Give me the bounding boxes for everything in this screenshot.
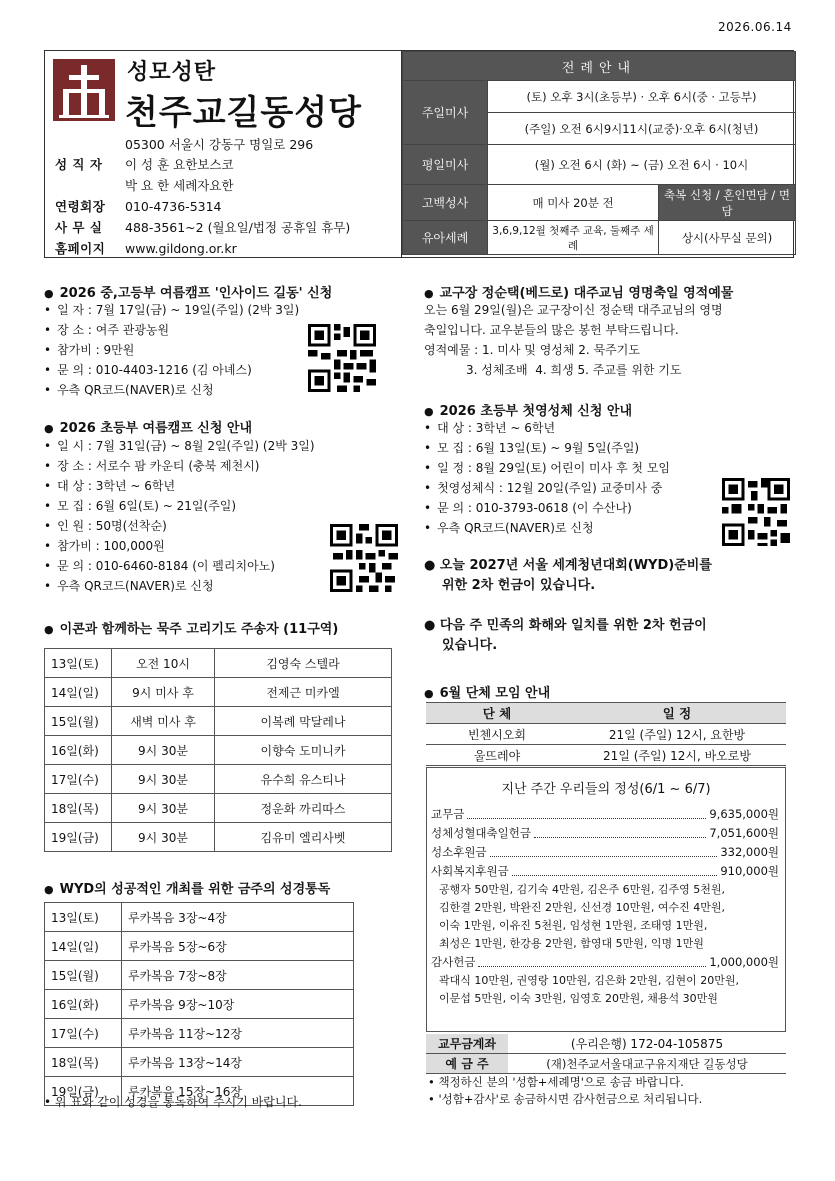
camp-hs-title: ● 2026 중,고등부 여름캠프 '인사이드 길동' 신청	[44, 282, 332, 301]
table-row: 14일(일) 루카복음 5장~6장	[45, 932, 354, 961]
feast-title: ● 교구장 정순택(베드로) 대주교님 영명축일 영적예물	[424, 282, 733, 301]
table-row: 18일(목) 9시 30분 정운화 까리따스	[45, 794, 392, 823]
sunday-mass-label: 주일미사	[403, 81, 488, 145]
account-notes: • 책정하신 분의 '성함+세례명'으로 송금 바랍니다. • '성함+감사'로 송금하시면 감사헌금으로 처리됩니다.	[428, 1075, 703, 1106]
communion-title: ● 2026 초등부 첫영성체 신청 안내	[424, 400, 632, 419]
rosary-table	[44, 648, 392, 852]
account-number: (우리은행) 172-04-105875	[508, 1034, 786, 1054]
table-row: 15일(월) 새벽 미사 후 이복례 막달레나	[45, 707, 392, 736]
table-row: 17일(수) 루카복음 11장~12장	[45, 1019, 354, 1048]
table-row: 울뜨레야 21일 (주일) 12시, 바오로방	[426, 745, 786, 766]
table-row: 19일(금) 9시 30분 김유미 엘리사벳	[45, 823, 392, 852]
offering-title: 지난 주간 우리들의 정성(6/1 ~ 6/7)	[501, 782, 711, 797]
table-row: 17일(수) 9시 30분 유수희 유스티나	[45, 765, 392, 794]
offering-item: 성소후원금 332,000원	[431, 845, 779, 859]
weekday-mass-times: (월) 오전 6시 (화) ~ (금) 오전 6시 · 10시	[488, 145, 796, 185]
camp-el-qr-code[interactable]	[330, 524, 398, 592]
offering-item: 성체성혈대축일헌금 7,051,600원	[431, 826, 779, 840]
church-name-small: 성모성탄	[127, 60, 217, 85]
weekday-mass-label: 평일미사	[403, 145, 488, 185]
confession-label: 고백성사	[403, 185, 488, 221]
groups-title: ● 6월 단체 모임 안내	[424, 682, 550, 701]
info-row-funeral: 연령회장 010-4736-5314	[55, 199, 222, 214]
camp-hs-qr-code[interactable]	[308, 324, 376, 392]
bulletin-date: 2026.06.14	[718, 20, 792, 34]
next-collection-note: ● 다음 주 민족의 화해와 일치를 위한 2차 헌금이 있습니다.	[424, 618, 707, 653]
table-row: 빈첸시오회 21일 (주일) 12시, 요한방	[426, 724, 786, 745]
infant-baptism-label: 유아세례	[403, 221, 488, 255]
rosary-title: ● 이콘과 함께하는 묵주 고리기도 주송자 (11구역)	[44, 618, 338, 637]
church-cross-icon	[53, 59, 115, 121]
offering-item: 사회복지후원금 910,000원	[431, 864, 779, 878]
sunday-mass-sunday: (주일) 오전 6시9시11시(교중)·오후 6시(청년)	[488, 113, 796, 145]
infant-baptism-schedule: 3,6,9,12월 첫째주 교육, 둘째주 세례	[488, 221, 659, 255]
communion-qr-code[interactable]	[722, 478, 790, 546]
bible-note: • 위 표와 같이 성경을 통독하여 주시기 바랍니다.	[44, 1095, 302, 1109]
infant-baptism-note: 상시(사무실 문의)	[659, 221, 796, 255]
info-row-priest-2: 박 요 한 세례자요한	[125, 178, 234, 193]
bible-table	[44, 902, 354, 1106]
groups-table	[426, 702, 786, 766]
church-logo	[53, 59, 115, 121]
info-row-office: 사 무 실 488-3561~2 (월요일/법정 공휴일 휴무)	[55, 220, 351, 235]
thanks-donors: 곽대식 10만원, 권영랑 10만원, 김은화 2만원, 김현이 20만원, 이문섭 5만원, 이숙 3만원, 임영호 20만원, 채용석 30만원	[439, 974, 739, 1005]
feast-details: 오는 6월 29일(월)은 교구장이신 정순택 대주교님의 영명 축일입니다. 교우분들의 많은 봉헌 부탁드립니다. 영적예물 : 1. 미사 및 영성체 2. 묵주기도 3. 성체조배 4. 희생 5. 주교를 위한 기도	[424, 303, 723, 377]
table-row: 18일(목) 루카복음 13장~14장	[45, 1048, 354, 1077]
service-title: 전례안내	[403, 52, 796, 81]
service-table	[401, 51, 796, 257]
info-row-priest: 성 직 자 이 성 훈 요한보스코	[55, 157, 234, 172]
church-address: 05300 서울시 강동구 명일로 296	[125, 137, 314, 152]
account-holder: (재)천주교서울대교구유지재단 길동성당	[508, 1054, 786, 1074]
info-row-homepage: 홈페이지 www.gildong.or.kr	[55, 241, 237, 256]
table-row: 13일(토) 루카복음 3장~4장	[45, 903, 354, 932]
communion-details: • 대 상 : 3학년 ~ 6학년 • 모 집 : 6월 13일(토) ~ 9월 5일(주일) • 일 정 : 8월 29일(토) 어린이 미사 후 첫 모임 • 첫영성체식 : 12월 20일(주일) 교중미사 중 • 문 의 : 010-3793-0618 (이 수산나) • 우측 QR코드(NAVER)로 신청	[424, 418, 670, 538]
table-row: 14일(일) 9시 미사 후 전제근 미카엘	[45, 678, 392, 707]
sunday-mass-saturday: (토) 오후 3시(초등부) · 오후 6시(중 · 고등부)	[488, 81, 796, 113]
table-header: 단 체 일 정	[426, 703, 786, 724]
blessing-note: 축복 신청 / 혼인면담 / 면담	[659, 185, 796, 221]
table-row: 16일(화) 루카복음 9장~10장	[45, 990, 354, 1019]
bulletin-header	[44, 50, 794, 258]
offering-item: 감사헌금 1,000,000원	[431, 955, 779, 969]
offering-item: 교무금 9,635,000원	[431, 807, 779, 821]
wyd-collection-note: ● 오늘 2027년 서울 세계청년대회(WYD)준비를 위한 2차 헌금이 있습니다.	[424, 558, 712, 593]
table-row: 15일(월) 루카복음 7장~8장	[45, 961, 354, 990]
church-name: 천주교길동성당	[125, 93, 362, 133]
confession-time: 매 미사 20분 전	[488, 185, 659, 221]
table-row: 19일(금) 루카복음 15장~16장	[45, 1077, 354, 1106]
offering-box	[426, 767, 786, 1032]
camp-el-title: ● 2026 초등부 여름캠프 신청 안내	[44, 417, 252, 436]
welfare-donors: 공행자 50만원, 김기숙 4만원, 김은주 6만원, 김주영 5천원, 김한결 2만원, 박완진 2만원, 신선경 10만원, 여수진 4만원, 이숙 1만원, 이유진 5천원, 임성현 1만원, 조태영 1만원, 최성은 1만원, 한강용 2만원, 함영대 5만원, 익명 1만원	[439, 883, 725, 950]
table-row: 13일(토) 오전 10시 김영숙 스텔라	[45, 649, 392, 678]
bible-title: ● WYD의 성공적인 개최를 위한 금주의 성경통독	[44, 878, 330, 897]
camp-hs-details: • 일 자 : 7월 17일(금) ~ 19일(주일) (2박 3일) • 장 소 : 여주 관광농원 • 참가비 : 9만원 • 문 의 : 010-4403-1216 (김 아녜스) • 우측 QR코드(NAVER)로 신청	[44, 300, 299, 400]
homepage-link[interactable]: www.gildong.or.kr	[125, 241, 237, 256]
account-table: 교무금계좌 (우리은행) 172-04-105875 예 금 주 (재)천주교서울대교구유지재단 길동성당	[426, 1034, 786, 1074]
table-row: 16일(화) 9시 30분 이향숙 도미니카	[45, 736, 392, 765]
camp-el-details: • 일 시 : 7월 31일(금) ~ 8월 2일(주일) (2박 3일) • 장 소 : 서로수 팜 카운티 (충북 제천시) • 대 상 : 3학년 ~ 6학년 • 모 집 : 6월 6일(토) ~ 21일(주일) • 인 원 : 50명(선착순) • 참가비 : 100,000원 • 문 의 : 010-6460-8184 (이 펠리치아노) • 우측 QR코드(NAVER)로 신청	[44, 436, 315, 596]
